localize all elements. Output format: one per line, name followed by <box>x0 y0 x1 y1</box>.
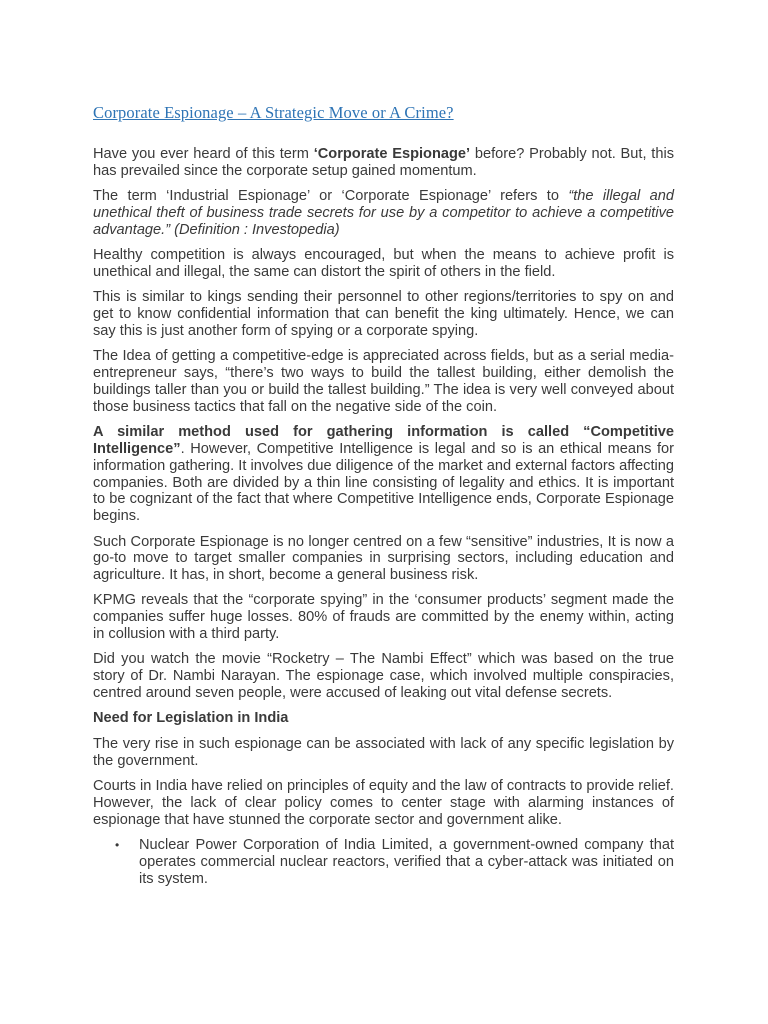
section-heading-legislation: Need for Legislation in India <box>93 710 289 727</box>
competitive-intelligence-text: . However, Competitive Intelligence is legal and so is an ethical means for information gathering. It involves due diligence of the market and external factors affecting companies. Both are divided by a thin line consisting of legality and ethics. It is important to be cognizant of the fact that where Competitive Intelligence ends, Corporate Espionage begins. <box>93 440 674 525</box>
paragraph-rocketry: Did you watch the movie “Rocketry – The Nambi Effect” which was based on the true story of Dr. Nambi Narayan. The espionage case, which involved multiple conspiracies, centred around seven people, were accused of leaking out vital defense secrets. <box>93 651 674 702</box>
term-corporate-espionage: ‘Corporate Espionage’ <box>313 146 471 162</box>
paragraph-intro <box>93 146 674 180</box>
definition-quote: “the illegal and unethical theft of business trade secrets for use by a competitor to achieve a competitive advantage.” (Definition : Investopedia) <box>93 188 674 238</box>
paragraph-courts: Courts in India have relied on principles of equity and the law of contracts to provide relief. However, the lack of clear policy comes to center stage with alarming instances of espionage that have stunned the corporate sector and government alike. <box>93 778 674 828</box>
bullet-list <box>93 837 674 887</box>
paragraph-kpmg: KPMG reveals that the “corporate spying” in the ‘consumer products’ segment made the companies suffer huge losses. 80% of frauds are committed by the enemy within, acting in collusion with a third party. <box>93 592 674 643</box>
paragraph-definition-text: The term ‘Industrial Espionage’ or ‘Corporate Espionage’ refers to <box>93 188 569 205</box>
paragraph-sectors: Such Corporate Espionage is no longer centred on a few “sensitive” industries, It is now a go-to move to target smaller companies in surprising sectors, including education and agriculture. It has, in short, become a general business risk. <box>93 533 674 584</box>
paragraph-definition <box>93 188 674 238</box>
paragraph-kings-analogy: This is similar to kings sending their personnel to other regions/territories to spy on and get to know confidential information that can benefit the king ultimately. Hence, we can say this is just another form of spying or a corporate spying. <box>93 289 674 339</box>
competitive-intelligence-lead: A similar method used for gathering information is called “Competitive Intelligence” <box>93 424 674 457</box>
document-page <box>93 103 674 887</box>
document-title: Corporate Espionage – A Strategic Move or A Crime? <box>93 103 454 122</box>
paragraph-healthy-competition: Healthy competition is always encouraged, but when the means to achieve profit is unethical and illegal, the same can distort the spirit of others in the field. <box>93 247 674 280</box>
list-item-text: Nuclear Power Corporation of India Limited, a government-owned company that operates commercial nuclear reactors, verified that a cyber-attack was initiated on its system. <box>139 837 674 887</box>
list-item <box>115 837 674 887</box>
paragraph-legislation-rise: The very rise in such espionage can be associated with lack of any specific legislation by the government. <box>93 735 674 769</box>
paragraph-intro-text-end: before? Probably not. But, this has prevailed since the corporate setup gained momentum. <box>93 146 674 179</box>
paragraph-competitive-intelligence <box>93 424 674 525</box>
paragraph-intro-text: Have you ever heard of this term <box>93 146 314 162</box>
paragraph-competitive-edge: The Idea of getting a competitive-edge is appreciated across fields, but as a serial media-entrepreneur says, “there’s two ways to build the tallest building, either demolish the buildings taller than you or build the tallest building.” The idea is very well conveyed about those business tactics that fall on the negative side of the coin. <box>93 348 674 415</box>
bullet-marker: • <box>115 838 120 853</box>
